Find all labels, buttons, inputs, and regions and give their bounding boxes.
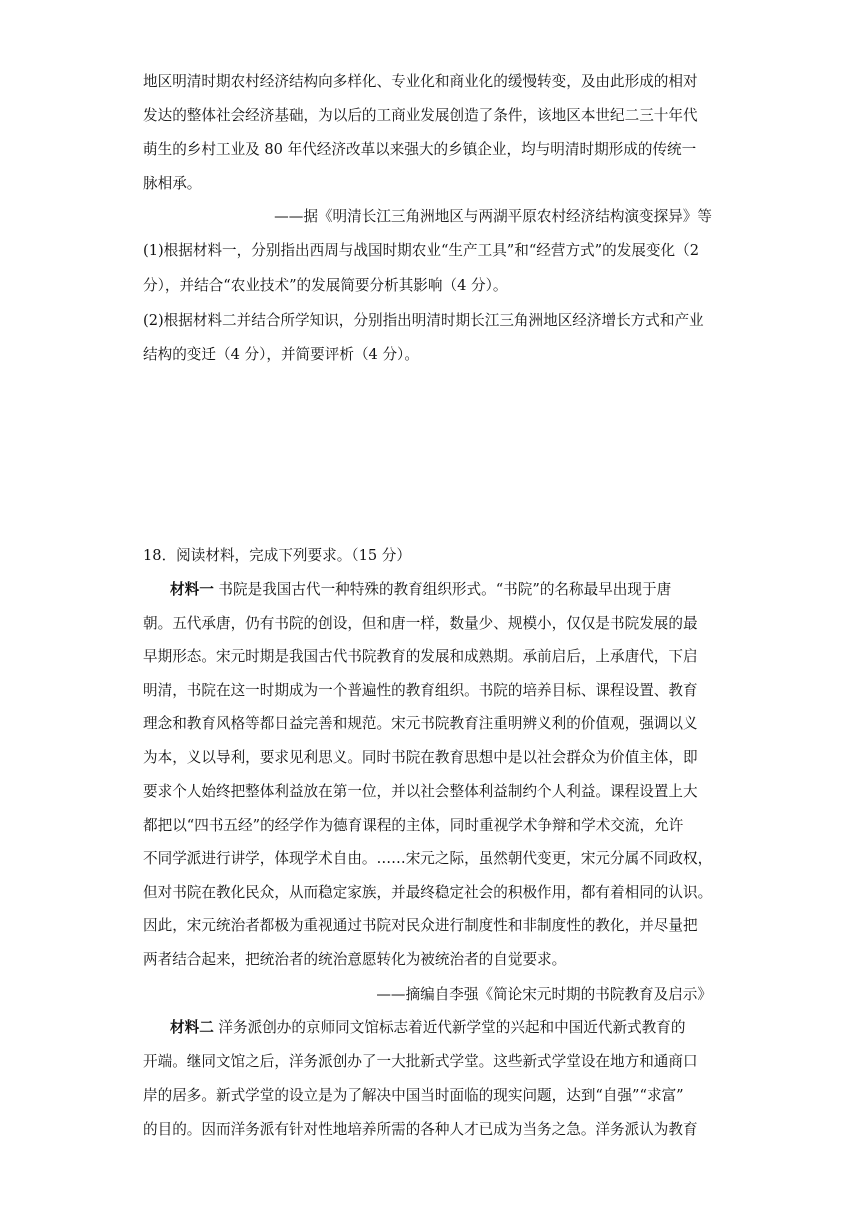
question-line: (1)根据材料一，分别指出西周与战国时期农业“生产工具”和“经营方式”的发展变化（2	[143, 242, 699, 259]
passage-line: 因此，宋元统治者都极为重视通过书院对民众进行制度性和非制度性的教化，并尽量把	[143, 917, 698, 934]
question-line: (2)根据材料二并结合所学知识，分别指出明清时期长江三角洲地区经济增长方式和产业	[143, 312, 704, 329]
question-line: 分），并结合“农业技术”的发展简要分析其影响（4 分）。	[143, 277, 508, 294]
material-two-label: 材料二	[170, 1019, 214, 1036]
source-citation: ——据《明清长江三角洲地区与两湖平原农村经济结构演变探异》等	[274, 208, 712, 225]
passage-line: 朝。五代承唐，仍有书院的创设，但和唐一样，数量少、规模小，仅仅是书院发展的最	[143, 615, 698, 632]
passage-line: 为本，义以导利，要求见利思义。同时书院在教育思想中是以社会群众为价值主体，即	[143, 749, 698, 766]
material-two-text: 洋务派创办的京师同文馆标志着近代新学堂的兴起和中国近代新式教育的	[213, 1019, 686, 1036]
passage-line: 两者结合起来，把统治者的统治意愿转化为被统治者的自觉要求。	[143, 951, 567, 968]
passage-line: 脉相承。	[143, 175, 202, 192]
passage-line: 萌生的乡村工业及 80 年代经济改革以来强大的乡镇企业，均与明清时期形成的传统一	[143, 141, 697, 158]
passage-line: 发达的整体社会经济基础，为以后的工商业发展创造了条件，该地区本世纪二三十年代	[143, 107, 698, 124]
passage-line: 都把以“四书五经”的经学作为德育课程的主体，同时重视学术争辩和学术交流，允许	[143, 817, 684, 834]
passage-line: 早期形态。宋元时期是我国古代书院教育的发展和成熟期。承前启后，上承唐代，下启	[143, 648, 698, 665]
passage-line: 明清，书院在这一时期成为一个普遍性的教育组织。书院的培养目标、课程设置、教育	[143, 682, 698, 699]
material-one-text: 书院是我国古代一种特殊的教育组织形式。“书院”的名称最早出现于唐	[213, 581, 672, 598]
passage-line: 但对书院在教化民众，从而稳定家族，并最终稳定社会的积极作用，都有着相同的认识。	[143, 884, 713, 901]
material-one-label: 材料一	[170, 581, 214, 598]
passage-line: 开端。继同文馆之后，洋务派创办了一大批新式学堂。这些新式学堂设在地方和通商口	[143, 1053, 698, 1070]
passage-line: 的目的。因而洋务派有针对性地培养所需的各种人才已成为当务之急。洋务派认为教育	[143, 1121, 698, 1138]
passage-line: 要求个人始终把整体利益放在第一位，并以社会整体利益制约个人利益。课程设置上大	[143, 783, 698, 800]
material-one-first-line	[170, 580, 671, 600]
material-two-first-line	[170, 1018, 685, 1038]
question-title: 18．阅读材料，完成下列要求。（15 分）	[143, 547, 411, 564]
passage-line: 理念和教育风格等都日益完善和规范。宋元书院教育注重明辨义利的价值观，强调以义	[143, 715, 698, 732]
source-citation: ——摘编自李强《简论宋元时期的书院教育及启示》	[376, 986, 712, 1003]
passage-line: 地区明清时期农村经济结构向多样化、专业化和商业化的缓慢转变，及由此形成的相对	[143, 73, 698, 90]
passage-line: 不同学派进行讲学，体现学术自由。……宋元之际，虽然朝代变更，宋元分属不同政权，	[143, 850, 713, 867]
passage-line: 岸的居多。新式学堂的设立是为了解决中国当时面临的现实问题，达到“自强”“求富”	[143, 1087, 684, 1104]
question-line: 结构的变迁（4 分），并简要评析（4 分）。	[143, 346, 419, 363]
